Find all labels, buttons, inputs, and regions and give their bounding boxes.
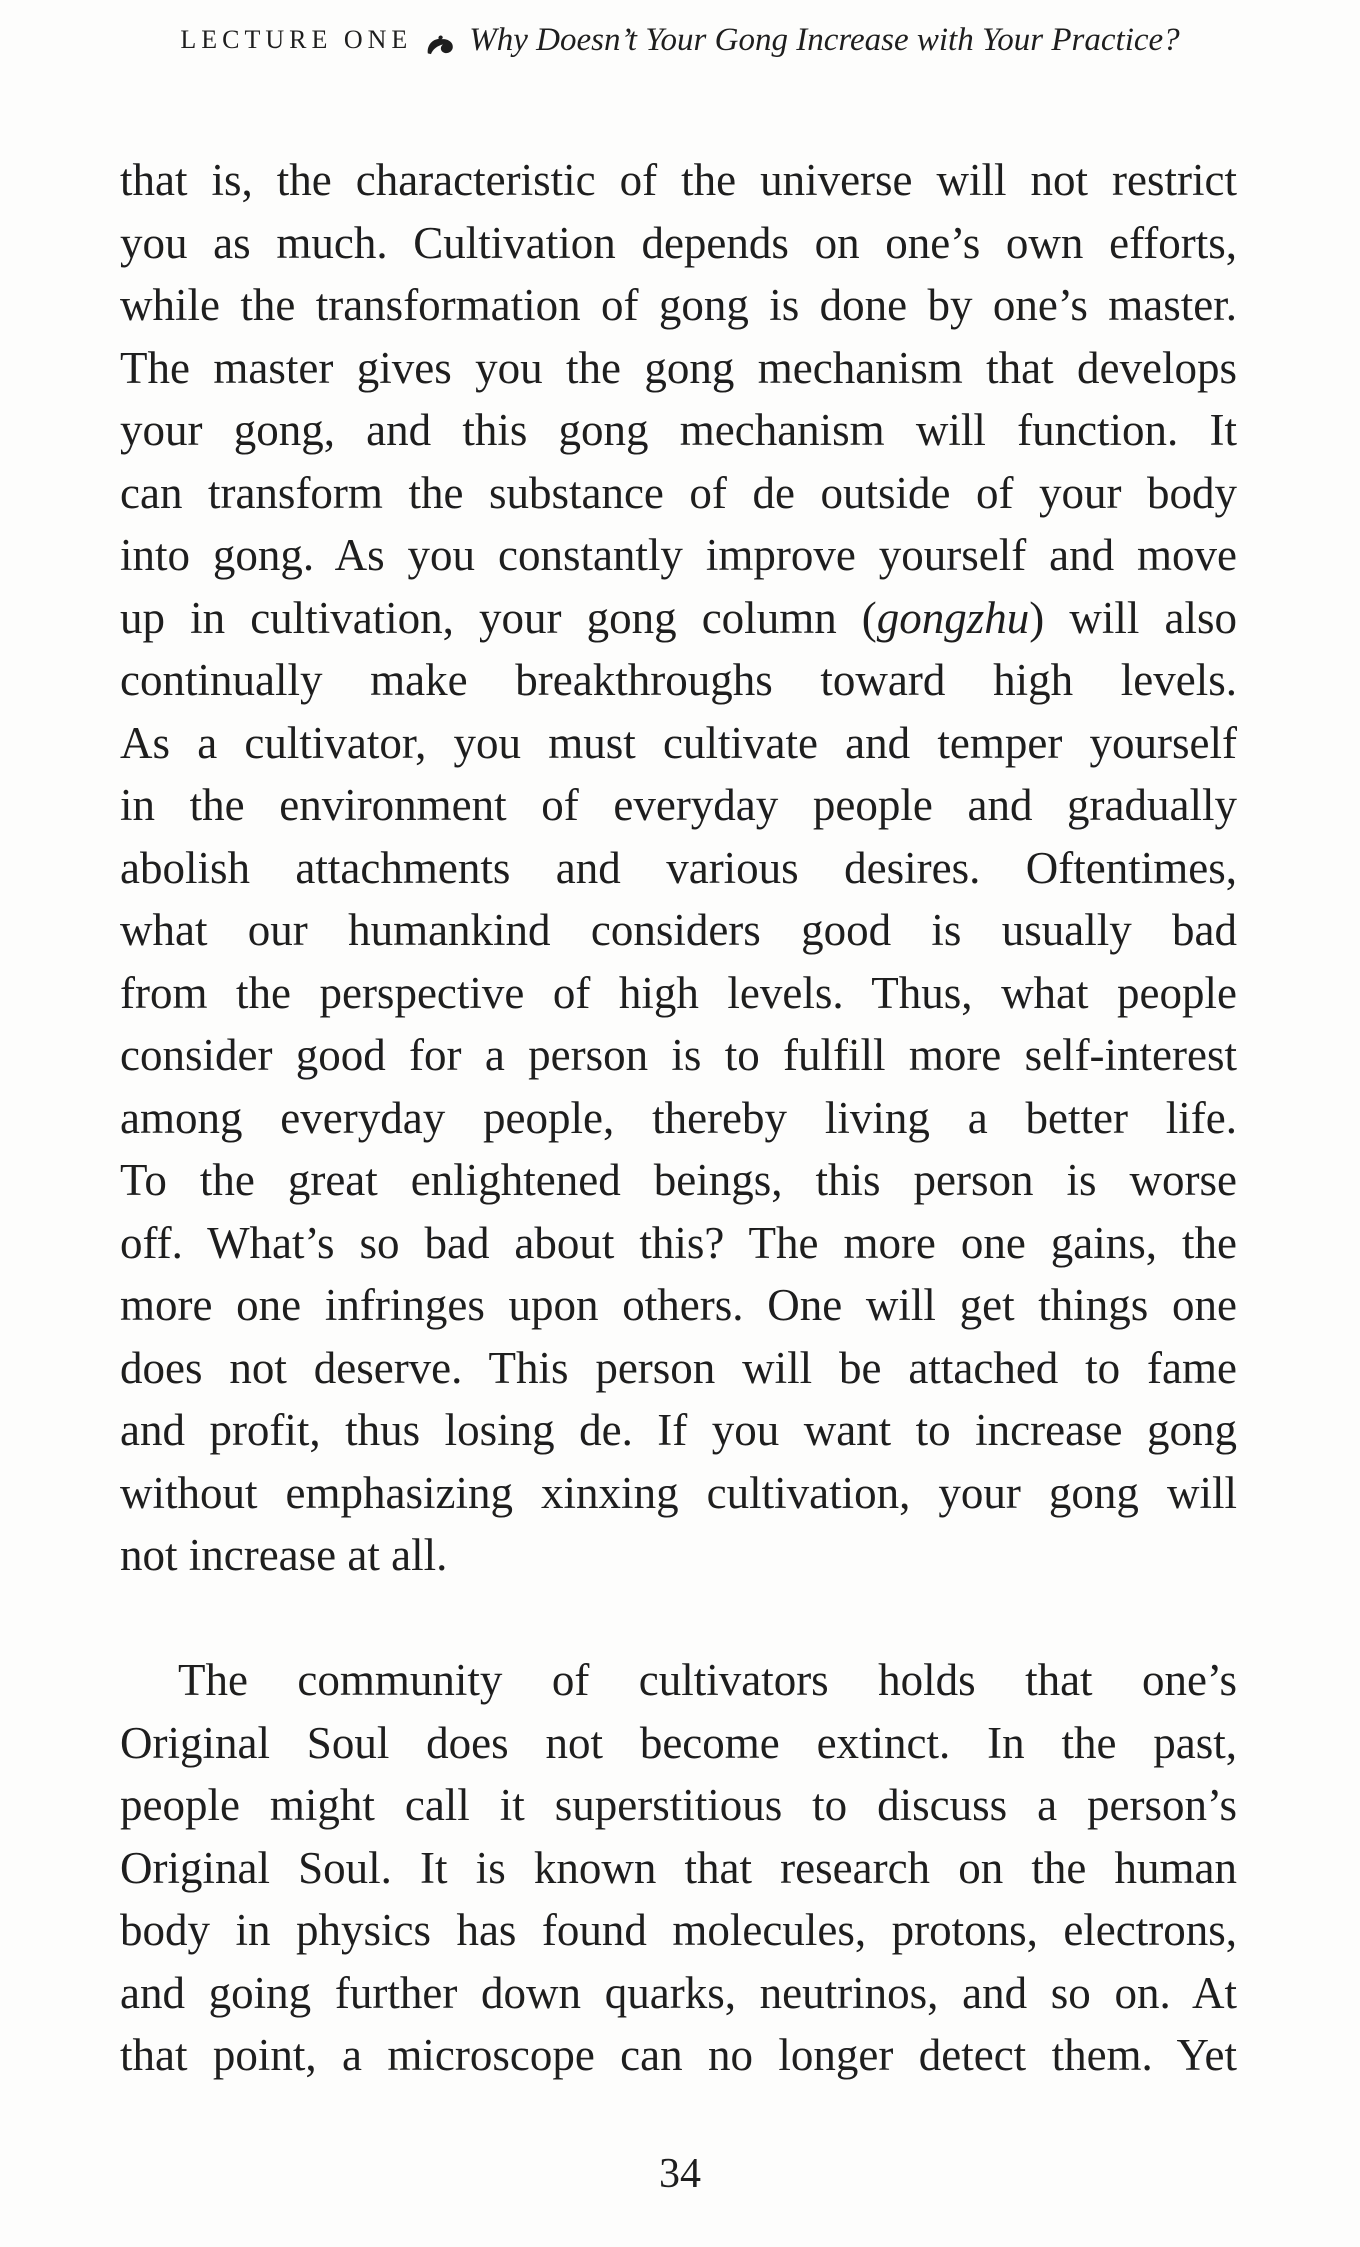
text-line: can transform the substance of de outside of your body [120,467,1237,518]
text-line: from the perspective of high levels. Thus, what people [120,967,1237,1018]
text-line: that is, the characteristic of the universe will not restrict [120,155,1237,205]
text-line: The community of cultivators holds that one’s [178,1655,1237,1705]
text-line: while the transformation of gong is done by one’s master. [120,280,1237,330]
lecture-label: LECTURE ONE [180,25,413,54]
running-header [0,22,1360,59]
text-line: in the environment of everyday people and gradually [120,780,1237,830]
paragraph [120,149,1237,1587]
paragraph [120,1649,1237,2087]
text-line: abolish attachments and various desires. Oftentimes, [120,842,1237,893]
text-line: Original Soul. It is known that research on the human [120,1842,1237,1893]
text-line: your gong, and this gong mechanism will function. It [120,405,1237,455]
text-line: not increase at all. [120,1530,448,1580]
text-line: what our humankind considers good is usually bad [120,905,1237,955]
page-number: 34 [659,2151,701,2197]
text-line: does not deserve. This person will be attached to fame [120,1342,1237,1393]
text-line: and going further down quarks, neutrinos, and so on. At [120,1967,1237,2018]
text-line: consider good for a person is to fulfill more self-interest [120,1030,1237,1080]
text-line: Original Soul does not become extinct. In the past, [120,1717,1237,1768]
text-line: you as much. Cultivation depends on one’s own efforts, [120,217,1237,268]
text-line: off. What’s so bad about this? The more one gains, the [120,1217,1237,1268]
text-line: continually make breakthroughs toward high levels. [120,655,1237,705]
text-line: The master gives you the gong mechanism that develops [120,342,1237,393]
text-line: into gong. As you constantly improve yourself and move [120,530,1237,580]
chapter-title: Why Doesn’t Your Gong Increase with Your Practice? [469,22,1180,58]
text-line: up in cultivation, your gong column (gongzhu) will also [120,592,1237,643]
text-line: and profit, thus losing de. If you want to increase gong [120,1405,1237,1455]
body-text [120,149,1237,2087]
text-line: more one infringes upon others. One will get things one [120,1280,1237,1330]
fleuron-icon [426,34,455,60]
text-line: among everyday people, thereby living a better life. [120,1092,1237,1143]
text-line: As a cultivator, you must cultivate and temper yourself [120,717,1237,768]
text-line: that point, a microscope can no longer detect them. Yet [120,2030,1237,2080]
text-line: To the great enlightened beings, this person is worse [120,1155,1237,1205]
text-line: body in physics has found molecules, protons, electrons, [120,1905,1237,1955]
text-line: without emphasizing xinxing cultivation, your gong will [120,1467,1237,1518]
text-line: people might call it superstitious to discuss a person’s [120,1780,1237,1830]
